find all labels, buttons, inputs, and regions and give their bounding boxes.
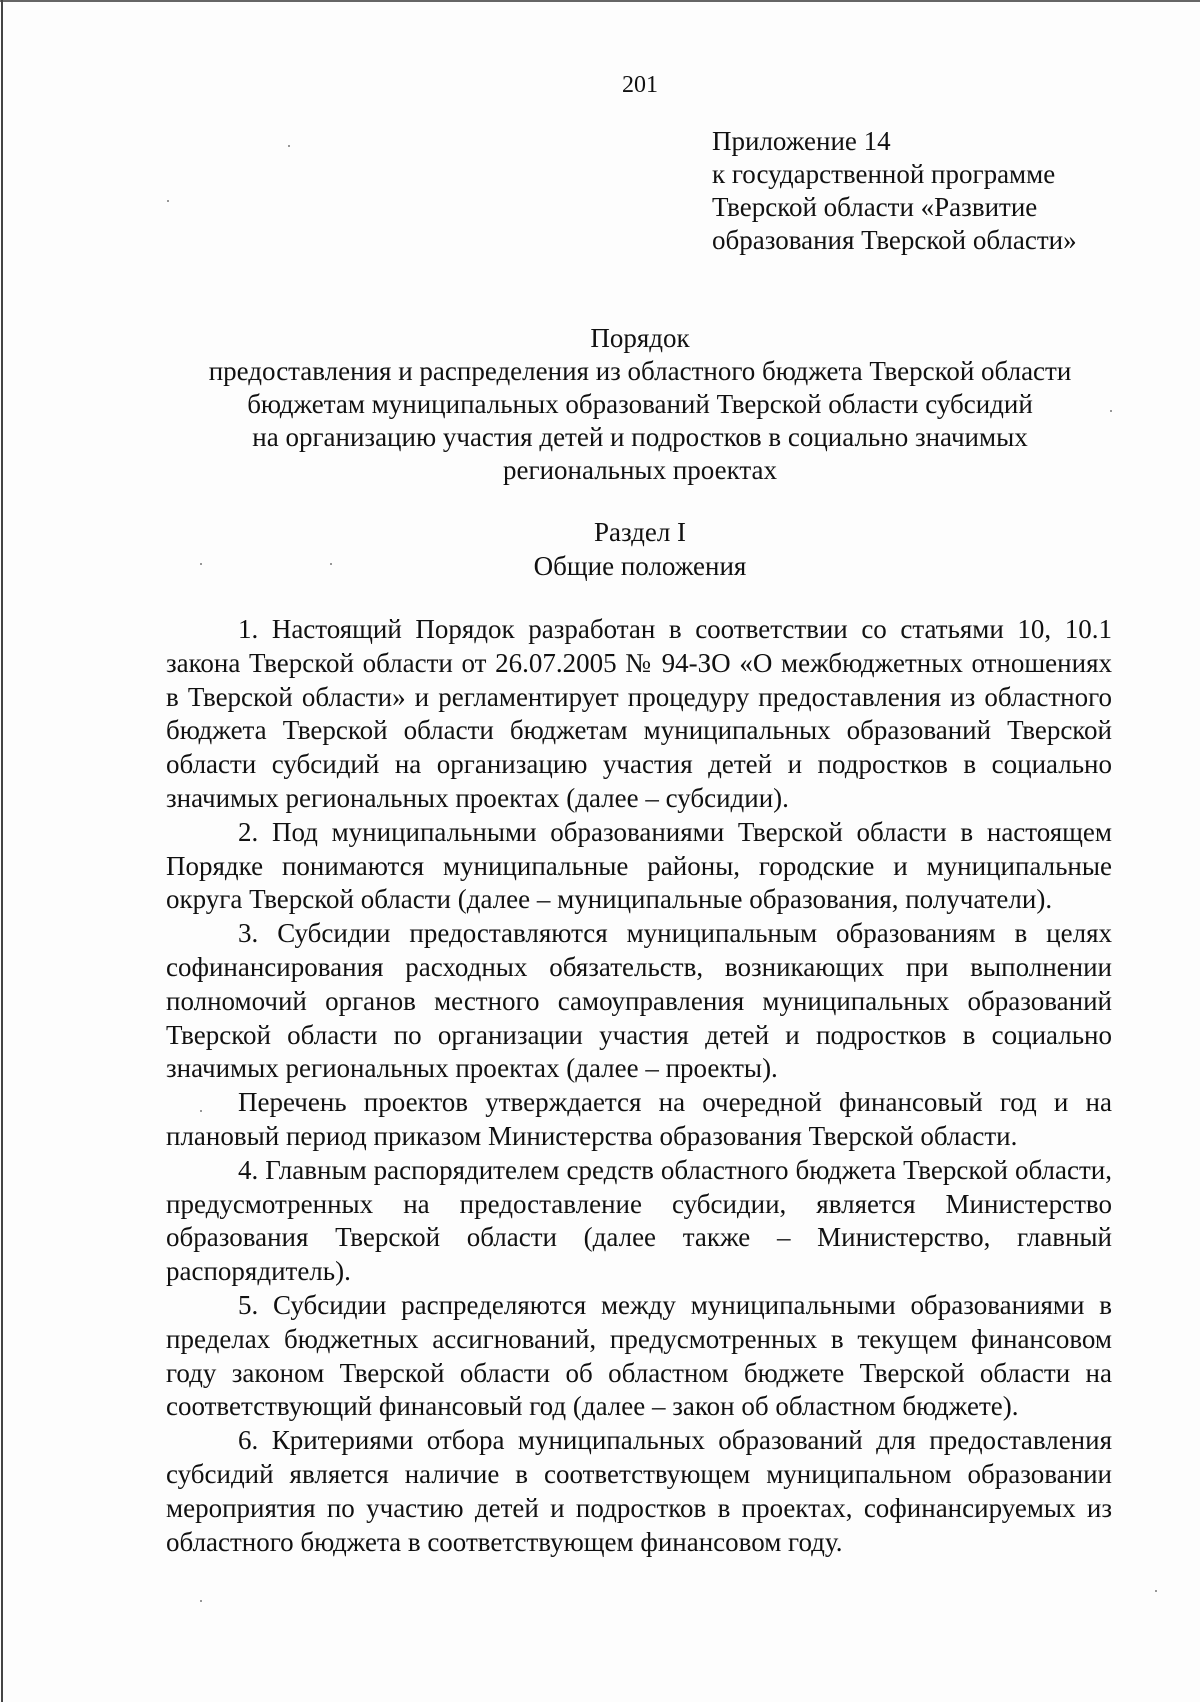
- appendix-line: образования Тверской области»: [712, 225, 1077, 255]
- document-body: [166, 613, 1112, 1559]
- appendix-line: Тверской области «Развитие: [712, 192, 1038, 222]
- title-line: на организацию участия детей и подростков в социально значимых: [252, 422, 1028, 452]
- document-title: [150, 322, 1130, 487]
- scan-speck: [200, 1600, 202, 1602]
- paragraph: 6. Критериями отбора муниципальных образований для предоставления субсидий является наличие в соответствующем муниципальном образовании мероприятия по участию детей и подростков в проектах, софинансируемых из областного бюджета в соответствующем финансовом году.: [166, 1425, 1112, 1557]
- appendix-note: [712, 125, 1152, 257]
- paragraph: 3. Субсидии предоставляются муниципальным образованиям в целях софинансирования расходных обязательств, возникающих при выполнении полномочий органов местного самоуправления муниципальных образований Тверской области по организации участия детей и подростков в социально значимых региональных проектах (далее – проекты).: [166, 918, 1112, 1084]
- title-line: региональных проектах: [503, 455, 777, 485]
- paragraph: Перечень проектов утверждается на очередной финансовый год и на плановый период приказом Министерства образования Тверской области.: [166, 1087, 1112, 1151]
- section-number: Раздел I: [593, 517, 687, 547]
- scan-speck: [1110, 410, 1112, 412]
- title-line: бюджетам муниципальных образований Тверской области субсидий: [247, 389, 1033, 419]
- paragraph: 1. Настоящий Порядок разработан в соответствии со статьями 10, 10.1 закона Тверской области от 26.07.2005 № 94-ЗО «О межбюджетных отношениях в Тверской области» и регламентирует процедуру предоставления из областного бюджета Тверской области бюджетам муниципальных образований Тверской области субсидий на организацию участия детей и подростков в социально значимых региональных проектах (далее – субсидии).: [166, 614, 1112, 813]
- paragraph: 2. Под муниципальными образованиями Тверской области в настоящем Порядке понимаются муниципальные районы, городские и муниципальные округа Тверской области (далее – муниципальные образования, получатели).: [166, 816, 1112, 915]
- section-heading: [150, 515, 1130, 583]
- appendix-line: к государственной программе: [712, 159, 1056, 189]
- scan-speck: [1155, 1590, 1157, 1592]
- scan-speck: [330, 563, 332, 565]
- title-line: предоставления и распределения из областного бюджета Тверской области: [208, 356, 1072, 386]
- title-heading: Порядок: [590, 323, 690, 353]
- paragraph: 4. Главным распорядителем средств областного бюджета Тверской области, предусмотренных на предоставление субсидии, является Министерство образования Тверской области (далее также – Министерство, главный распорядитель).: [166, 1154, 1112, 1287]
- scan-edge-top: [0, 0, 1200, 2]
- appendix-line: Приложение 14: [712, 126, 891, 156]
- scan-edge-left: [1, 0, 3, 1702]
- section-name: Общие положения: [533, 551, 747, 581]
- scan-speck: [167, 200, 169, 202]
- scan-speck: [200, 1110, 202, 1112]
- scan-speck: [288, 145, 290, 147]
- paragraph: 5. Субсидии распределяются между муниципальными образованиями в пределах бюджетных ассигнований, предусмотренных в текущем финансовом году законом Тверской области об областном бюджете Тверской области на соответствующий финансовый год (далее – закон об областном бюджете).: [166, 1289, 1112, 1422]
- scan-speck: [200, 563, 202, 565]
- page-number: 201: [622, 72, 658, 98]
